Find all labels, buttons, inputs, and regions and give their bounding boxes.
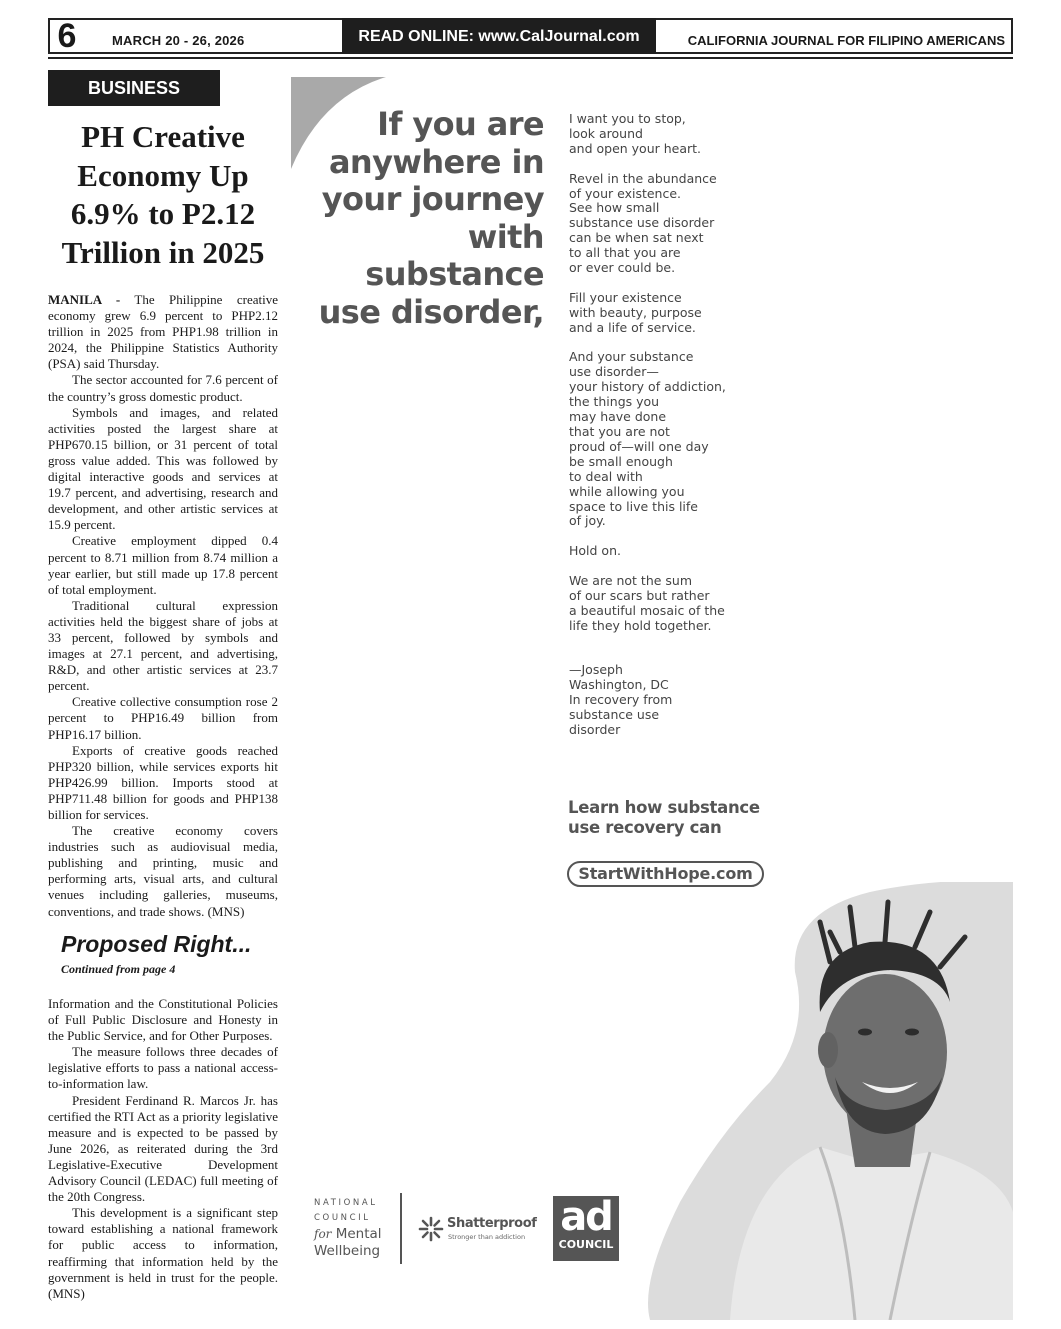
header-rule — [48, 57, 1013, 59]
continued-article-body — [48, 996, 278, 1302]
article-paragraph: Traditional cultural expression activities held the biggest share of jobs at 33 percent, followed by symbols and images at 27.1 percent, and advertising, R&D, and other artistic services at 23.7 percent. — [48, 597, 278, 694]
poem-stanza: We are not the sum of our scars but rather a beautiful mosaic of the life they hold together. — [569, 573, 725, 633]
article-paragraph: Exports of creative goods reached PHP320 billion, while services exports hit PHP426.99 billion. Imports stood at PHP711.48 billion for goods and PHP138 billion for services. — [48, 742, 278, 822]
poem-stanza: And your substance use disorder— your history of addiction, the things you may have done that you are not proud of—will one day be small enough to deal with while allowing you space to live this life of joy. — [569, 349, 726, 529]
publication-name: CALIFORNIA JOURNAL FOR FILIPINO AMERICANS — [687, 33, 1005, 48]
page-header — [48, 18, 1013, 54]
shatterproof-logo: Shatterproof Stronger than addiction — [418, 1214, 543, 1244]
continued-article-headline: Proposed Right... — [61, 931, 252, 957]
ad-signature: —Joseph Washington, DC In recovery from substance use disorder — [569, 662, 673, 737]
article-paragraph: MANILA - The Philippine creative economy grew 6.9 percent to PHP2.12 trillion in 2025 from PHP1.98 trillion in 2024, the Philippine Statistics Authority (PSA) said Thursday. — [48, 292, 279, 372]
logo-divider — [400, 1193, 402, 1264]
ad-headline: If you are anywhere in your journey with substance use disorder, — [318, 105, 544, 331]
article-paragraph: President Ferdinand R. Marcos Jr. has certified the RTI Act as a priority legislative measure and is expected to be passed by June 2026, as reiterated during the 3rd Legislative-Executive Development Advisory Council (LEDAC) full meeting of the 20th Congress. — [48, 1092, 278, 1205]
article-headline: PH Creative Economy Up 6.9% to P2.12 Trillion in 2025 — [61, 119, 265, 270]
ad-url-link[interactable]: StartWithHope.com — [567, 861, 764, 887]
ncmw-logo: NATIONAL COUNCIL for Mental Wellbeing — [314, 1198, 382, 1259]
article-body — [48, 292, 278, 920]
shatterproof-burst-icon — [418, 1216, 444, 1242]
article-paragraph: Creative employment dipped 0.4 percent to 8.71 million from 8.74 million a year earlier, but still made up 17.8 percent of total employment. — [48, 533, 278, 597]
article-paragraph: This development is a significant step toward establishing a national framework for public access to information, reaffirming that information held by the government is held in trust for the people. (MNS) — [48, 1205, 278, 1301]
issue-date: MARCH 20 - 26, 2026 — [112, 33, 245, 48]
poem-stanza: Revel in the abundance of your existence. See how small substance use disorder can be when sat next to all that you are or ever could be. — [569, 170, 717, 276]
ad-council-logo: ad COUNCIL — [553, 1196, 619, 1261]
article-paragraph: Creative collective consumption rose 2 percent to PHP16.49 billion from PHP16.17 billion. — [48, 694, 278, 742]
ad-poem — [569, 112, 769, 649]
poem-stanza: I want you to stop, look around and open your heart. — [569, 111, 702, 156]
page-number: 6 — [57, 17, 77, 55]
ad-portrait-photo — [640, 882, 1013, 1320]
read-online-link[interactable]: READ ONLINE: www.CalJournal.com — [342, 18, 656, 54]
article-paragraph: The sector accounted for 7.6 percent of the country’s gross domestic product. — [48, 372, 278, 404]
poem-stanza: Hold on. — [569, 543, 621, 559]
section-tag: BUSINESS — [48, 70, 220, 106]
article-paragraph: The creative economy covers industries such as audiovisual media, publishing and printing, music and performing arts, visual arts, and cultural venues including galleries, museums, conventions, and trade shows. (MNS) — [48, 823, 278, 919]
article-paragraph: The measure follows three decades of legislative efforts to pass a national access-to-information law. — [48, 1044, 278, 1092]
poem-stanza: Fill your existence with beauty, purpose and a life of service. — [569, 289, 702, 335]
ad-call-to-action: Learn how substance use recovery can — [568, 798, 760, 837]
dateline: MANILA - — [48, 292, 121, 307]
continued-from-note: Continued from page 4 — [61, 962, 176, 976]
article-paragraph: Information and the Constitutional Policies of Full Public Disclosure and Honesty in the Public Service, and for Other Purposes. — [48, 996, 278, 1044]
article-paragraph: Symbols and images, and related activities posted the largest share at PHP670.15 billion, or 31 percent of total gross value added. This was followed by digital interactive goods and services at 19.7 percent, and advertising, research and development, and other artistic services at 15.9 percent. — [48, 404, 278, 533]
